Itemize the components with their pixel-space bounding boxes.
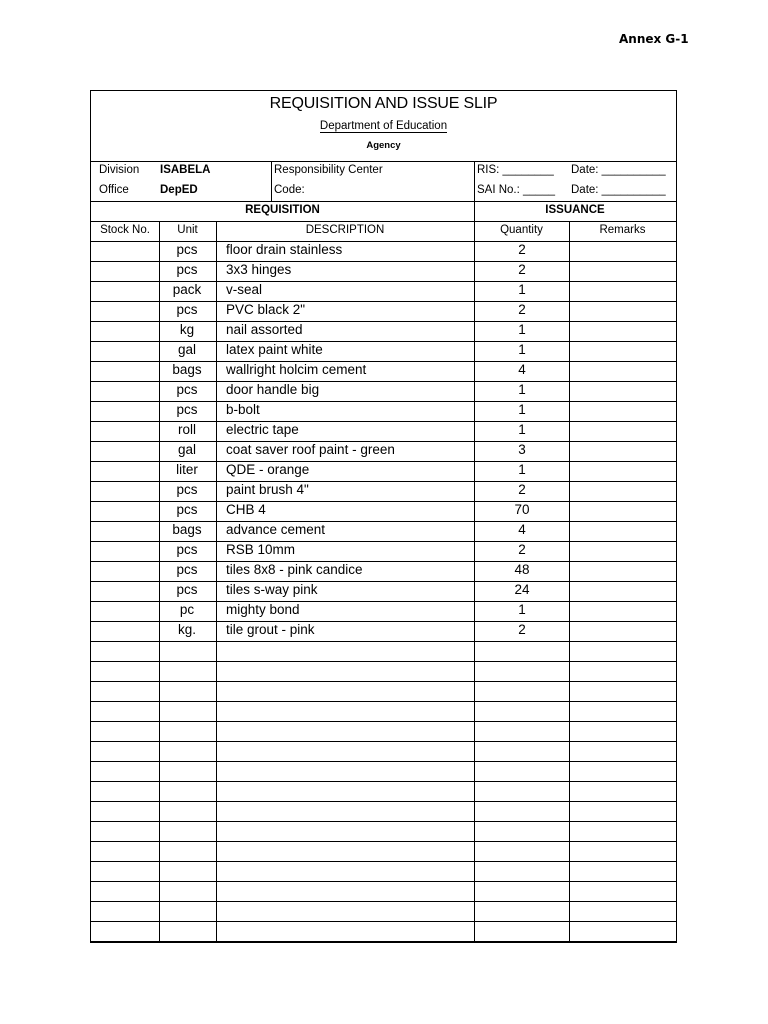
description-cell: electric tape bbox=[226, 422, 299, 437]
table-row bbox=[91, 641, 676, 661]
quantity-cell: 1 bbox=[518, 322, 526, 337]
quantity-cell: 1 bbox=[518, 342, 526, 357]
quantity-cell: 2 bbox=[518, 242, 526, 257]
description-cell: tile grout - pink bbox=[226, 622, 315, 637]
department-name bbox=[91, 120, 676, 132]
table-row bbox=[91, 361, 676, 381]
form-header bbox=[91, 91, 676, 161]
quantity-cell: 4 bbox=[518, 522, 526, 537]
table-row bbox=[91, 561, 676, 581]
table-row bbox=[91, 681, 676, 701]
table-row bbox=[91, 301, 676, 321]
quantity-cell: 1 bbox=[518, 402, 526, 417]
table-row bbox=[91, 901, 676, 921]
unit-header: Unit bbox=[177, 224, 198, 236]
quantity-cell: 2 bbox=[518, 482, 526, 497]
quantity-header: Quantity bbox=[500, 224, 543, 236]
divider bbox=[91, 941, 676, 942]
table-row bbox=[91, 601, 676, 621]
description-cell: tiles s-way pink bbox=[226, 582, 318, 597]
description-cell: 3x3 hinges bbox=[226, 262, 292, 277]
table-row bbox=[91, 401, 676, 421]
requisition-header: REQUISITION bbox=[245, 204, 320, 216]
unit-cell: pcs bbox=[176, 542, 198, 557]
quantity-cell: 70 bbox=[514, 502, 530, 517]
unit-cell: pcs bbox=[176, 482, 198, 497]
requisition-form bbox=[90, 90, 677, 943]
table-row bbox=[91, 741, 676, 761]
unit-cell: pack bbox=[172, 282, 202, 297]
unit-cell: bags bbox=[172, 362, 202, 377]
description-cell: wallright holcim cement bbox=[226, 362, 367, 377]
table-row bbox=[91, 501, 676, 521]
sai-field: SAI No.: _____ bbox=[477, 184, 555, 196]
quantity-cell: 1 bbox=[518, 462, 526, 477]
table-row bbox=[91, 481, 676, 501]
description-cell: nail assorted bbox=[226, 322, 303, 337]
table-row bbox=[91, 861, 676, 881]
description-cell: floor drain stainless bbox=[226, 242, 343, 257]
quantity-cell: 2 bbox=[518, 542, 526, 557]
quantity-cell: 1 bbox=[518, 422, 526, 437]
unit-cell: pcs bbox=[176, 582, 198, 597]
unit-cell: pcs bbox=[176, 242, 198, 257]
divider bbox=[271, 161, 272, 201]
unit-cell: bags bbox=[172, 522, 202, 537]
quantity-cell: 24 bbox=[514, 582, 530, 597]
table-row bbox=[91, 701, 676, 721]
table-row bbox=[91, 721, 676, 741]
table-row bbox=[91, 281, 676, 301]
unit-cell: pcs bbox=[176, 302, 198, 317]
table-row bbox=[91, 341, 676, 361]
department-text: Department of Education bbox=[319, 120, 448, 132]
table-row bbox=[91, 581, 676, 601]
description-cell: RSB 10mm bbox=[226, 542, 296, 557]
quantity-cell: 2 bbox=[518, 302, 526, 317]
table-row bbox=[91, 821, 676, 841]
description-cell: coat saver roof paint - green bbox=[226, 442, 395, 457]
quantity-cell: 1 bbox=[518, 282, 526, 297]
unit-cell: pcs bbox=[176, 562, 198, 577]
description-cell: tiles 8x8 - pink candice bbox=[226, 562, 363, 577]
division-value: ISABELA bbox=[160, 164, 211, 176]
divider bbox=[91, 221, 676, 222]
table-row bbox=[91, 781, 676, 801]
unit-cell: kg. bbox=[177, 622, 196, 637]
description-header: DESCRIPTION bbox=[305, 224, 385, 236]
description-cell: PVC black 2" bbox=[226, 302, 306, 317]
table-row bbox=[91, 461, 676, 481]
table-row bbox=[91, 261, 676, 281]
quantity-cell: 48 bbox=[514, 562, 530, 577]
divider bbox=[91, 201, 676, 202]
agency-label: Agency bbox=[366, 140, 401, 151]
table-row bbox=[91, 881, 676, 901]
unit-cell: pc bbox=[179, 602, 195, 617]
responsibility-center-label: Responsibility Center bbox=[274, 164, 383, 176]
unit-cell: pcs bbox=[176, 402, 198, 417]
description-cell: b-bolt bbox=[226, 402, 260, 417]
unit-cell: gal bbox=[177, 342, 196, 357]
remarks-header: Remarks bbox=[599, 224, 646, 236]
unit-cell: liter bbox=[176, 462, 198, 477]
code-label: Code: bbox=[274, 184, 305, 196]
description-cell: CHB 4 bbox=[226, 502, 266, 517]
table-row bbox=[91, 621, 676, 641]
office-label: Office bbox=[99, 184, 129, 196]
issuance-header: ISSUANCE bbox=[545, 204, 605, 216]
table-row bbox=[91, 241, 676, 261]
description-cell: paint brush 4" bbox=[226, 482, 309, 497]
description-cell: QDE - orange bbox=[226, 462, 310, 477]
unit-cell: kg bbox=[179, 322, 195, 337]
quantity-cell: 2 bbox=[518, 262, 526, 277]
date-field: Date: __________ bbox=[571, 184, 666, 196]
quantity-cell: 2 bbox=[518, 622, 526, 637]
description-cell: v-seal bbox=[226, 282, 263, 297]
unit-cell: pcs bbox=[176, 262, 198, 277]
table-row bbox=[91, 761, 676, 781]
description-cell: latex paint white bbox=[226, 342, 323, 357]
unit-cell: pcs bbox=[176, 382, 198, 397]
table-row bbox=[91, 381, 676, 401]
table-row bbox=[91, 921, 676, 941]
description-cell: mighty bond bbox=[226, 602, 300, 617]
date-field: Date: __________ bbox=[571, 164, 666, 176]
quantity-cell: 4 bbox=[518, 362, 526, 377]
table-row bbox=[91, 441, 676, 461]
stock-no-header: Stock No. bbox=[100, 224, 150, 236]
quantity-cell: 1 bbox=[518, 602, 526, 617]
table-row bbox=[91, 841, 676, 861]
unit-cell: gal bbox=[177, 442, 196, 457]
table-row bbox=[91, 661, 676, 681]
annex-label: Annex G-1 bbox=[619, 32, 689, 46]
description-cell: door handle big bbox=[226, 382, 320, 397]
form-title: REQUISITION AND ISSUE SLIP bbox=[269, 95, 498, 112]
unit-cell: roll bbox=[177, 422, 196, 437]
divider bbox=[91, 161, 676, 162]
division-label: Division bbox=[99, 164, 140, 176]
unit-cell: pcs bbox=[176, 502, 198, 517]
table-row bbox=[91, 541, 676, 561]
table-row bbox=[91, 801, 676, 821]
office-value: DepED bbox=[160, 184, 198, 196]
table-row bbox=[91, 521, 676, 541]
ris-field: RIS: ________ bbox=[477, 164, 554, 176]
quantity-cell: 3 bbox=[518, 442, 526, 457]
quantity-cell: 1 bbox=[518, 382, 526, 397]
table-row bbox=[91, 421, 676, 441]
description-cell: advance cement bbox=[226, 522, 326, 537]
table-row bbox=[91, 321, 676, 341]
